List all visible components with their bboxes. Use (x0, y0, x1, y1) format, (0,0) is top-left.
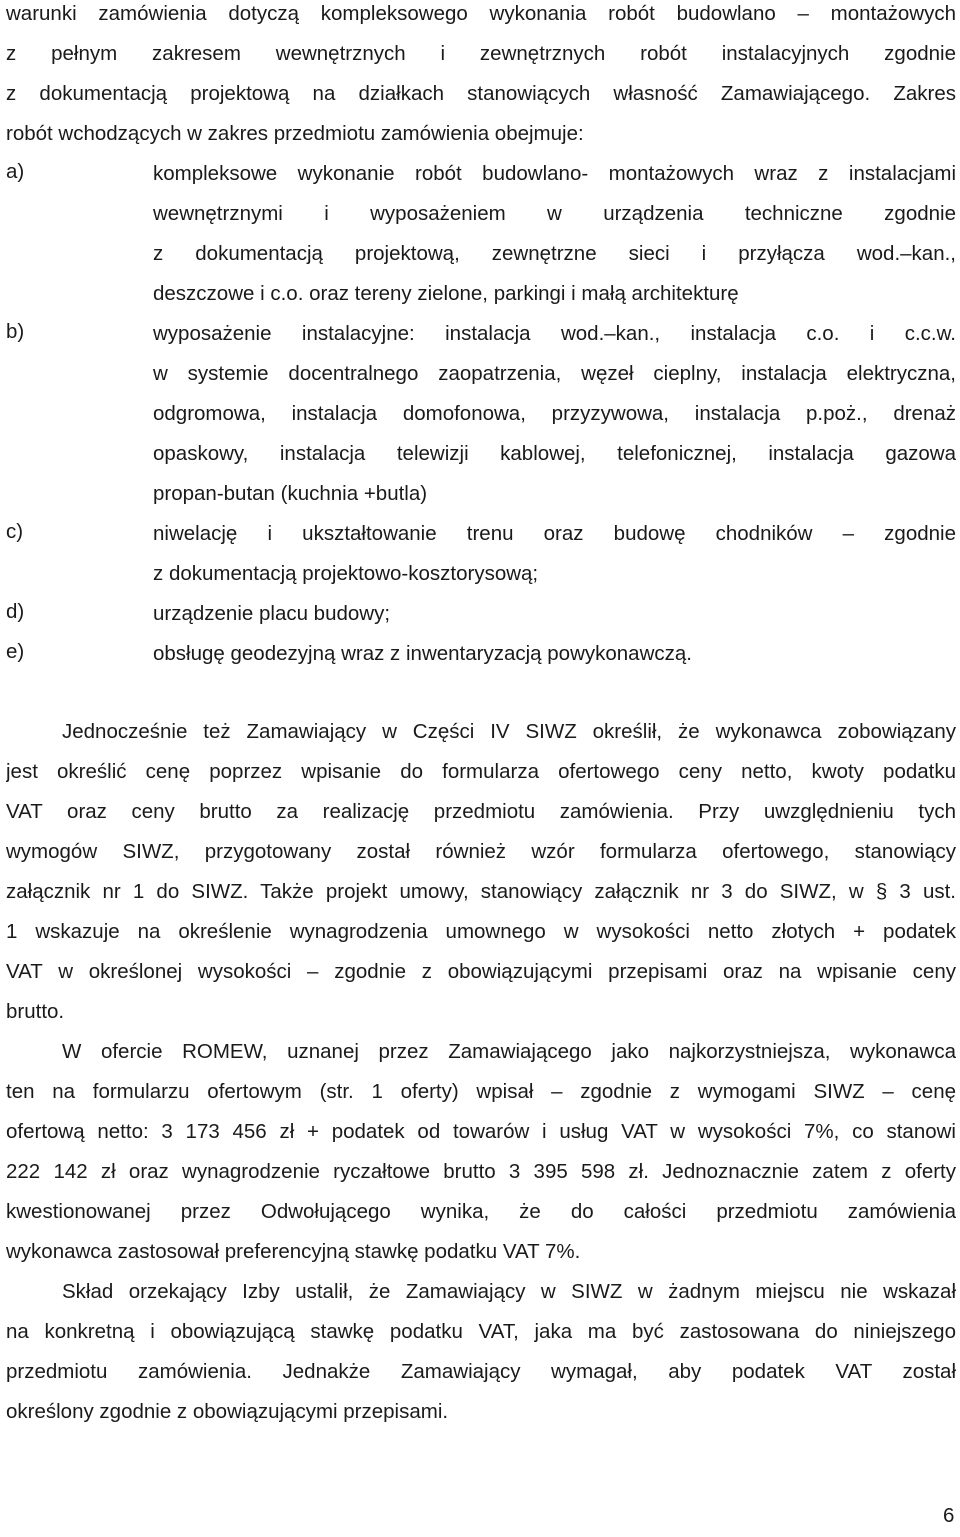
text-line: 1 wskazuje na określenie wynagrodzenia umownego w wysokości netto złotych + podatek (6, 920, 956, 943)
paragraph-scope-intro (6, 0, 956, 160)
text-line: urządzenie placu budowy; (153, 602, 391, 625)
list-marker: e) (6, 640, 25, 663)
text-line: wewnętrznymi i wyposażeniem w urządzenia techniczne zgodnie (153, 202, 956, 225)
text-line: wymogów SIWZ, przygotowany został również wzór formularza ofertowego, stanowiący (6, 840, 956, 863)
text-line: Skład orzekający Izby ustalił, że Zamawiający w SIWZ w żadnym miejscu nie wskazał (62, 1280, 956, 1303)
text-line: Jednocześnie też Zamawiający w Części IV SIWZ określił, że wykonawca zobowiązany (62, 720, 956, 743)
list-item-e (6, 640, 956, 680)
list-item-c (6, 520, 956, 600)
text-line: wyposażenie instalacyjne: instalacja wod.–kan., instalacja c.o. i c.c.w. (153, 322, 956, 345)
list-marker: c) (6, 520, 24, 543)
text-line: załącznik nr 1 do SIWZ. Także projekt umowy, stanowiący załącznik nr 3 do SIWZ, w § 3 ust. (6, 880, 956, 903)
text-line: VAT w określonej wysokości – zgodnie z obowiązującymi przepisami oraz na wpisanie ceny (6, 960, 956, 983)
list-item-d (6, 600, 956, 640)
page-number: 6 (943, 1504, 955, 1527)
list-marker: d) (6, 600, 25, 623)
list-item-a (6, 160, 956, 320)
text-line: jest określić cenę poprzez wpisanie do formularza ofertowego ceny netto, kwoty podatku (6, 760, 956, 783)
list-marker: a) (6, 160, 25, 183)
text-line: obsługę geodezyjną wraz z inwentaryzacją powykonawczą. (153, 642, 692, 665)
text-line: W ofercie ROMEW, uznanej przez Zamawiającego jako najkorzystniejsza, wykonawca (62, 1040, 956, 1063)
text-line: z dokumentacją projektową, zewnętrzne sieci i przyłącza wod.–kan., (153, 242, 956, 265)
text-line: 222 142 zł oraz wynagrodzenie ryczałtowe brutto 3 395 598 zł. Jednoznacznie zatem z oferty (6, 1160, 956, 1183)
text-line: VAT oraz ceny brutto za realizację przedmiotu zamówienia. Przy uwzględnieniu tych (6, 800, 956, 823)
text-line: z dokumentacją projektową na działkach stanowiących własność Zamawiającego. Zakres (6, 82, 956, 105)
text-line: z pełnym zakresem wewnętrznych i zewnętrznych robót instalacyjnych zgodnie (6, 42, 956, 65)
text-line: na konkretną i obowiązującą stawkę podatku VAT, jaka ma być zastosowana do niniejszego (6, 1320, 956, 1343)
text-line: w systemie docentralnego zaopatrzenia, węzeł cieplny, instalacja elektryczna, (153, 362, 956, 385)
text-line: ten na formularzu ofertowym (str. 1 oferty) wpisał – zgodnie z wymogami SIWZ – cenę (6, 1080, 956, 1103)
text-line: ofertową netto: 3 173 456 zł + podatek od towarów i usług VAT w wysokości 7%, co stanowi (6, 1120, 956, 1143)
text-line: propan-butan (kuchnia +butla) (153, 482, 428, 505)
list-marker: b) (6, 320, 25, 343)
text-line: deszczowe i c.o. oraz tereny zielone, parkingi i małą architekturę (153, 282, 739, 305)
text-line: warunki zamówienia dotyczą kompleksowego wykonania robót budowlano – montażowych (6, 2, 956, 25)
text-line: opaskowy, instalacja telewizji kablowej, telefonicznej, instalacja gazowa (153, 442, 956, 465)
document-page (6, 0, 956, 1438)
text-line: odgromowa, instalacja domofonowa, przyzywowa, instalacja p.poż., drenaż (153, 402, 956, 425)
text-line: robót wchodzących w zakres przedmiotu zamówienia obejmuje: (6, 122, 584, 145)
text-line: z dokumentacją projektowo-kosztorysową; (153, 562, 539, 585)
text-line: określony zgodnie z obowiązującymi przepisami. (6, 1400, 449, 1423)
text-line: kwestionowanej przez Odwołującego wynika, że do całości przedmiotu zamówienia (6, 1200, 956, 1223)
text-line: przedmiotu zamówienia. Jednakże Zamawiający wymagał, aby podatek VAT został (6, 1360, 956, 1383)
text-line: wykonawca zastosował preferencyjną stawkę podatku VAT 7%. (6, 1240, 581, 1263)
scope-list (6, 160, 956, 680)
list-item-b (6, 320, 956, 520)
paragraph-chamber-findings (6, 1278, 956, 1438)
text-line: niwelację i ukształtowanie trenu oraz budowę chodników – zgodnie (153, 522, 956, 545)
text-line: kompleksowe wykonanie robót budowlano- montażowych wraz z instalacjami (153, 162, 956, 185)
paragraph-siwz-requirements (6, 718, 956, 1038)
paragraph-spacer (6, 680, 956, 718)
paragraph-romew-offer (6, 1038, 956, 1278)
text-line: brutto. (6, 1000, 65, 1023)
